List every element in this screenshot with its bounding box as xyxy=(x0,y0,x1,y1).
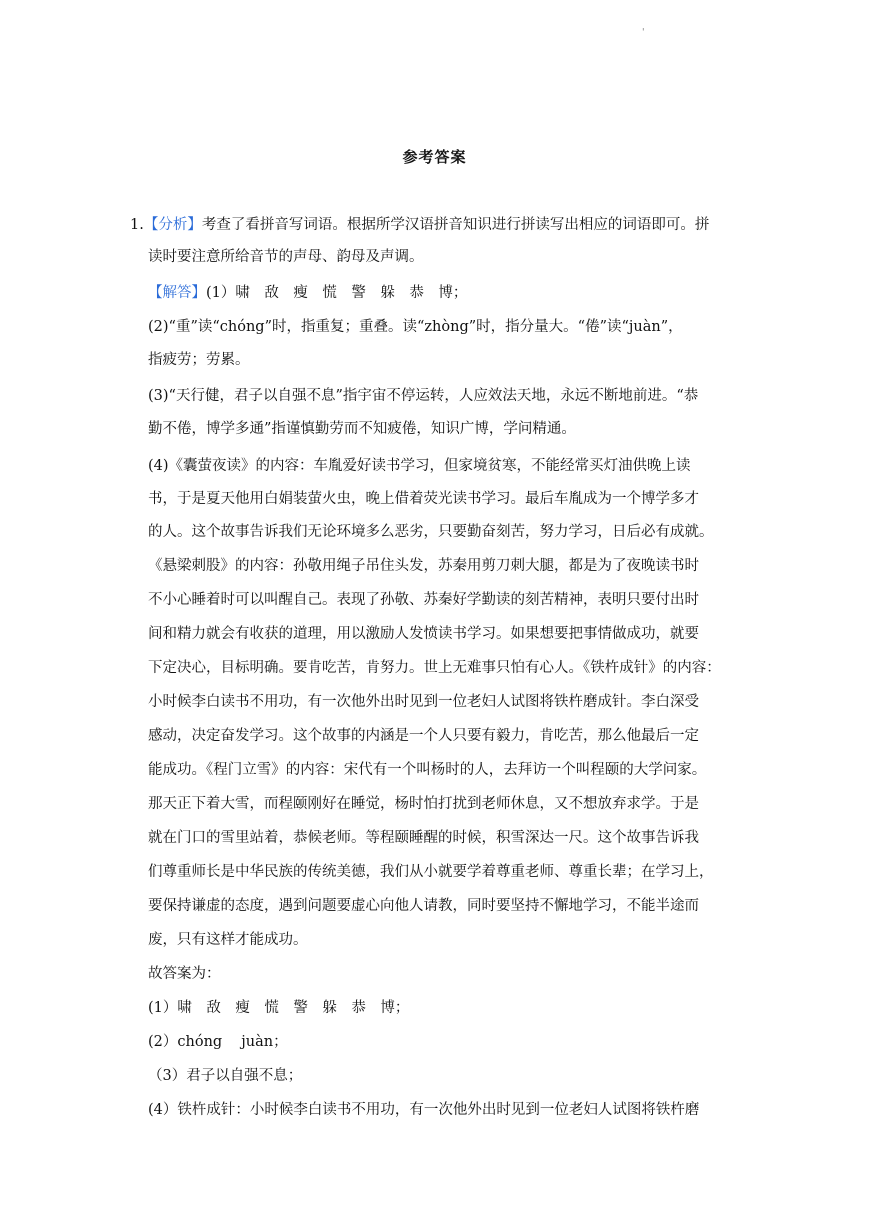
answer-p3-line-1: (3)“天行健，君子以自强不息”指宇宙不停运转，人应效法天地，永远不断地前进。“恭 xyxy=(148,388,699,404)
answer-p2-line-2: 指疲劳；劳累。 xyxy=(148,352,250,368)
answer-p4-line: 能成功。《程门立雪》的内容：宋代有一个叫杨时的人，去拜访一个叫程颐的大学问家。 xyxy=(148,762,707,778)
answer-p4-line: 废，只有这样才能成功。 xyxy=(148,932,308,948)
answer-p4-line: 感动，决定奋发学习。这个故事的内涵是一个人只要有毅力，肯吃苦，那么他最后一定 xyxy=(148,728,699,744)
header-mark: ' xyxy=(642,28,645,38)
answer-p4-line: 那天正下着大雪，而程颐刚好在睡觉，杨时怕打扰到老师休息，又不想放弃求学。于是 xyxy=(148,796,699,812)
answer-p4-line: 下定决心，目标明确。要肯吃苦，肯努力。世上无难事只怕有心人。《铁杵成针》的内容： xyxy=(148,660,721,676)
analysis-line-1: 1.【分析】考查了看拼音写词语。根据所学汉语拼音知识进行拼读写出相应的词语即可。拼 xyxy=(130,217,710,233)
answer-tag: 【解答】 xyxy=(148,285,206,301)
answer-p2-line-1: (2)“重”读“chóng”时，指重复；重叠。读“zhòng”时，指分量大。“倦”读“juàn”， xyxy=(148,319,683,335)
final-answer-2: (2）chóng juàn； xyxy=(148,1034,288,1050)
conclusion-label: 故答案为： xyxy=(148,966,221,982)
answer-p4-line: 小时候李白读书不用功，有一次他外出时见到一位老妇人试图将铁杵磨成针。李白深受 xyxy=(148,694,699,710)
answer-p4-line: 《悬梁刺股》的内容：孙敬用绳子吊住头发，苏秦用剪刀刺大腿，都是为了夜晚读书时 xyxy=(148,558,699,574)
answer-line-1: 【解答】(1）啸 敌 瘦 慌 警 躲 恭 博； xyxy=(148,285,468,301)
analysis-line-2: 读时要注意所给音节的声母、韵母及声调。 xyxy=(148,249,424,265)
answer-p4-line: 书，于是夏天他用白娟装萤火虫，晚上借着荧光读书学习。最后车胤成为一个博学多才 xyxy=(148,491,699,507)
answer-p4-line: 不小心睡着时可以叫醒自己。表现了孙敬、苏秦好学勤读的刻苦精神，表明只要付出时 xyxy=(148,592,699,608)
answer-p4-line: 就在门口的雪里站着，恭候老师。等程颐睡醒的时候，积雪深达一尺。这个故事告诉我 xyxy=(148,830,699,846)
page-title: 参考答案 xyxy=(402,148,467,166)
answer-p4-line: 要保持谦虚的态度，遇到问题要虚心向他人请教，同时要坚持不懈地学习，不能半途而 xyxy=(148,898,699,914)
answer-p4-line: 间和精力就会有收获的道理，用以激励人发愤读书学习。如果想要把事情做成功，就要 xyxy=(148,626,699,642)
answer-p3-line-2: 勤不倦，博学多通”指谨慎勤劳而不知疲倦，知识广博，学问精通。 xyxy=(148,421,576,437)
analysis-tag: 【分析】 xyxy=(143,217,202,233)
answer-p4-line: 们尊重师长是中华民族的传统美德，我们从小就要学着尊重老师、尊重长辈；在学习上， xyxy=(148,864,714,880)
final-answer-3: （3）君子以自强不息； xyxy=(148,1068,303,1084)
final-answer-1: (1）啸 敌 瘦 慌 警 躲 恭 博； xyxy=(148,1000,410,1016)
answer-p4-line: (4)《囊萤夜读》的内容：车胤爱好读书学习，但家境贫寒，不能经常买灯油供晚上读 xyxy=(148,458,691,474)
answer-p4-line: 的人。这个故事告诉我们无论环境多么恶劣，只要勤奋刻苦，努力学习，日后必有成就。 xyxy=(148,524,714,540)
final-answer-4: (4）铁杵成针：小时候李白读书不用功，有一次他外出时见到一位老妇人试图将铁杵磨 xyxy=(148,1102,700,1118)
